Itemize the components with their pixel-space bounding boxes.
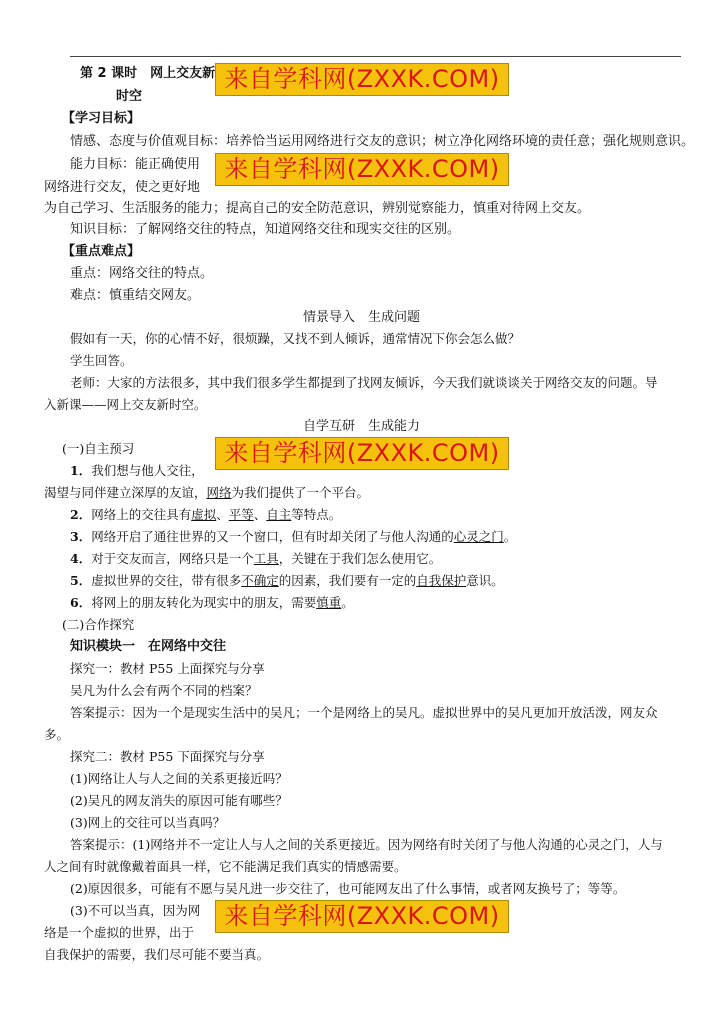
q5-text-mid: 的因素，我们要有一定的 — [278, 573, 417, 588]
key-point: 重点：网络交往的特点。 — [70, 266, 214, 281]
goal-ability-2: 网络进行交友，使之更好地 — [44, 180, 201, 195]
q5 — [70, 572, 504, 590]
lesson-title: 第 2 课时 网上交友新 — [80, 66, 216, 81]
q3-text: 网络开启了通往世界的又一个窗口，但有时却关闭了与他人沟通的 — [91, 529, 454, 544]
coop-heading: (二)合作探究 — [62, 617, 135, 632]
explore-2-answer-3b: 络是一个虚拟的世界，出于 — [44, 925, 195, 940]
q3-answer: 心灵之门 — [453, 529, 504, 544]
explore-2: 探究二：教材 P55 下面探究与分享 — [70, 749, 265, 764]
explore-1-answer-1: 答案提示：因为一个是现实生活中的吴凡；一个是网络上的吴凡。虚拟世界中的吴凡更加开放活泼，网友众 — [70, 705, 658, 720]
q3-number: 3． — [70, 529, 92, 544]
q6-number: 6． — [70, 595, 92, 610]
explore-2-answer-3a: (3)不可以当真，因为网 — [70, 903, 201, 918]
q6-text-end: 。 — [341, 595, 354, 610]
teacher-intro-2: 入新课——网上交友新时空。 — [44, 397, 207, 412]
study-goals-heading: 【学习目标】 — [62, 111, 141, 126]
difficult-point: 难点：慎重结交网友。 — [70, 288, 201, 303]
q1-line2 — [44, 484, 369, 502]
q1-text: 我们想与他人交往， — [91, 463, 204, 478]
q1-text-a: 渴望与同伴建立深厚的友谊， — [44, 485, 207, 500]
section-intro-title: 情景导入 生成问题 — [302, 310, 420, 325]
explore-2-answer-1b: 人之间有时就像戴着面具一样，它不能满足我们真实的情感需要。 — [44, 859, 407, 874]
explore-2-answer-3c: 自我保护的需要，我们尽可能不要当真。 — [44, 947, 270, 962]
teacher-intro-1: 老师：大家的方法很多，其中我们很多学生都提到了找网友倾诉，今天我们就谈谈关于网络交友的问题。导 — [70, 375, 658, 390]
q2-text-end: 等特点。 — [291, 507, 342, 522]
goal-ability-3: 为自己学习、生活服务的能力；提高自己的安全防范意识，辨别觉察能力，慎重对待网上交友。 — [44, 201, 591, 216]
module-1-heading: 知识模块一 在网络中交往 — [70, 639, 227, 654]
q2-answer-3: 自主 — [266, 507, 292, 522]
explore-2-answer-2: (2)原因很多，可能有不愿与吴凡进一步交往了，也可能网友出了什么事情，或者网友换号了；等等。 — [70, 881, 626, 896]
q4-text-end: ，关键在于我们怎么使用它。 — [278, 551, 442, 566]
q5-number: 5． — [70, 573, 92, 588]
q2-answer-1: 虚拟 — [191, 507, 217, 522]
explore-1-question: 吴凡为什么会有两个不同的档案？ — [70, 683, 258, 698]
q5-text: 虚拟世界的交往，带有很多 — [91, 573, 242, 588]
intro-question: 假如有一天，你的心情不好，很烦躁，又找不到人倾诉，通常情况下你会怎么做？ — [70, 331, 521, 346]
explore-2-q1: (1)网络让人与人之间的关系更接近吗？ — [70, 771, 288, 786]
goal-emotion: 情感、态度与价值观目标：培养恰当运用网络进行交友的意识；树立净化网络环境的责任意；强化规则意识。 — [70, 134, 695, 149]
q4-answer: 工具 — [253, 551, 279, 566]
section-self-study-title: 自学互研 生成能力 — [302, 419, 420, 434]
explore-2-q3: (3)网上的交往可以当真吗？ — [70, 815, 226, 830]
q2-sep-1: 、 — [216, 507, 229, 522]
q2-number: 2． — [70, 507, 92, 522]
lesson-title-cont: 时空 — [116, 89, 143, 104]
q1-number: 1． — [70, 463, 92, 478]
explore-1: 探究一：教材 P55 上面探究与分享 — [70, 661, 265, 676]
q1-answer: 网络 — [206, 485, 232, 500]
q4-number: 4． — [70, 551, 92, 566]
top-rule — [70, 56, 681, 57]
explore-1-answer-2: 多。 — [44, 727, 70, 742]
watermark-banner: 来自学科网(ZXXK.COM) — [215, 437, 509, 470]
q6 — [70, 594, 354, 612]
q2-sep-2: 、 — [253, 507, 267, 522]
intro-answer: 学生回答。 — [70, 353, 133, 368]
goal-knowledge: 知识目标：了解网络交往的特点，知道网络交往和现实交往的区别。 — [70, 222, 461, 237]
q3-text-end: 。 — [503, 529, 517, 544]
goal-ability-1: 能力目标：能正确使用 — [70, 157, 201, 172]
watermark-banner: 来自学科网(ZXXK.COM) — [215, 153, 509, 186]
q1-line1 — [70, 462, 204, 480]
q2-text: 网络上的交往具有 — [91, 507, 192, 522]
self-preview-heading: (一)自主预习 — [62, 441, 135, 456]
watermark-banner: 来自学科网(ZXXK.COM) — [215, 63, 509, 96]
key-points-heading: 【重点难点】 — [62, 244, 141, 259]
q6-text: 将网上的朋友转化为现实中的朋友，需要 — [91, 595, 317, 610]
q3 — [70, 528, 516, 546]
q4-text: 对于交友而言，网络只是一个 — [91, 551, 254, 566]
q2-answer-2: 平等 — [228, 507, 254, 522]
q6-answer: 慎重 — [316, 595, 342, 610]
q5-answer-2: 自我保护 — [416, 573, 467, 588]
q2 — [70, 506, 341, 524]
q4 — [70, 550, 441, 568]
q1-text-b: 为我们提供了一个平台。 — [231, 485, 370, 500]
watermark-banner: 来自学科网(ZXXK.COM) — [215, 900, 509, 933]
q5-answer-1: 不确定 — [241, 573, 279, 588]
explore-2-q2: (2)吴凡的网友消失的原因可能有哪些？ — [70, 793, 288, 808]
q5-text-end: 意识。 — [466, 573, 504, 588]
explore-2-answer-1a: 答案提示：(1)网络并不一定让人与人之间的关系更接近。因为网络有时关闭了与他人沟通的心灵之门，人与 — [70, 837, 663, 852]
